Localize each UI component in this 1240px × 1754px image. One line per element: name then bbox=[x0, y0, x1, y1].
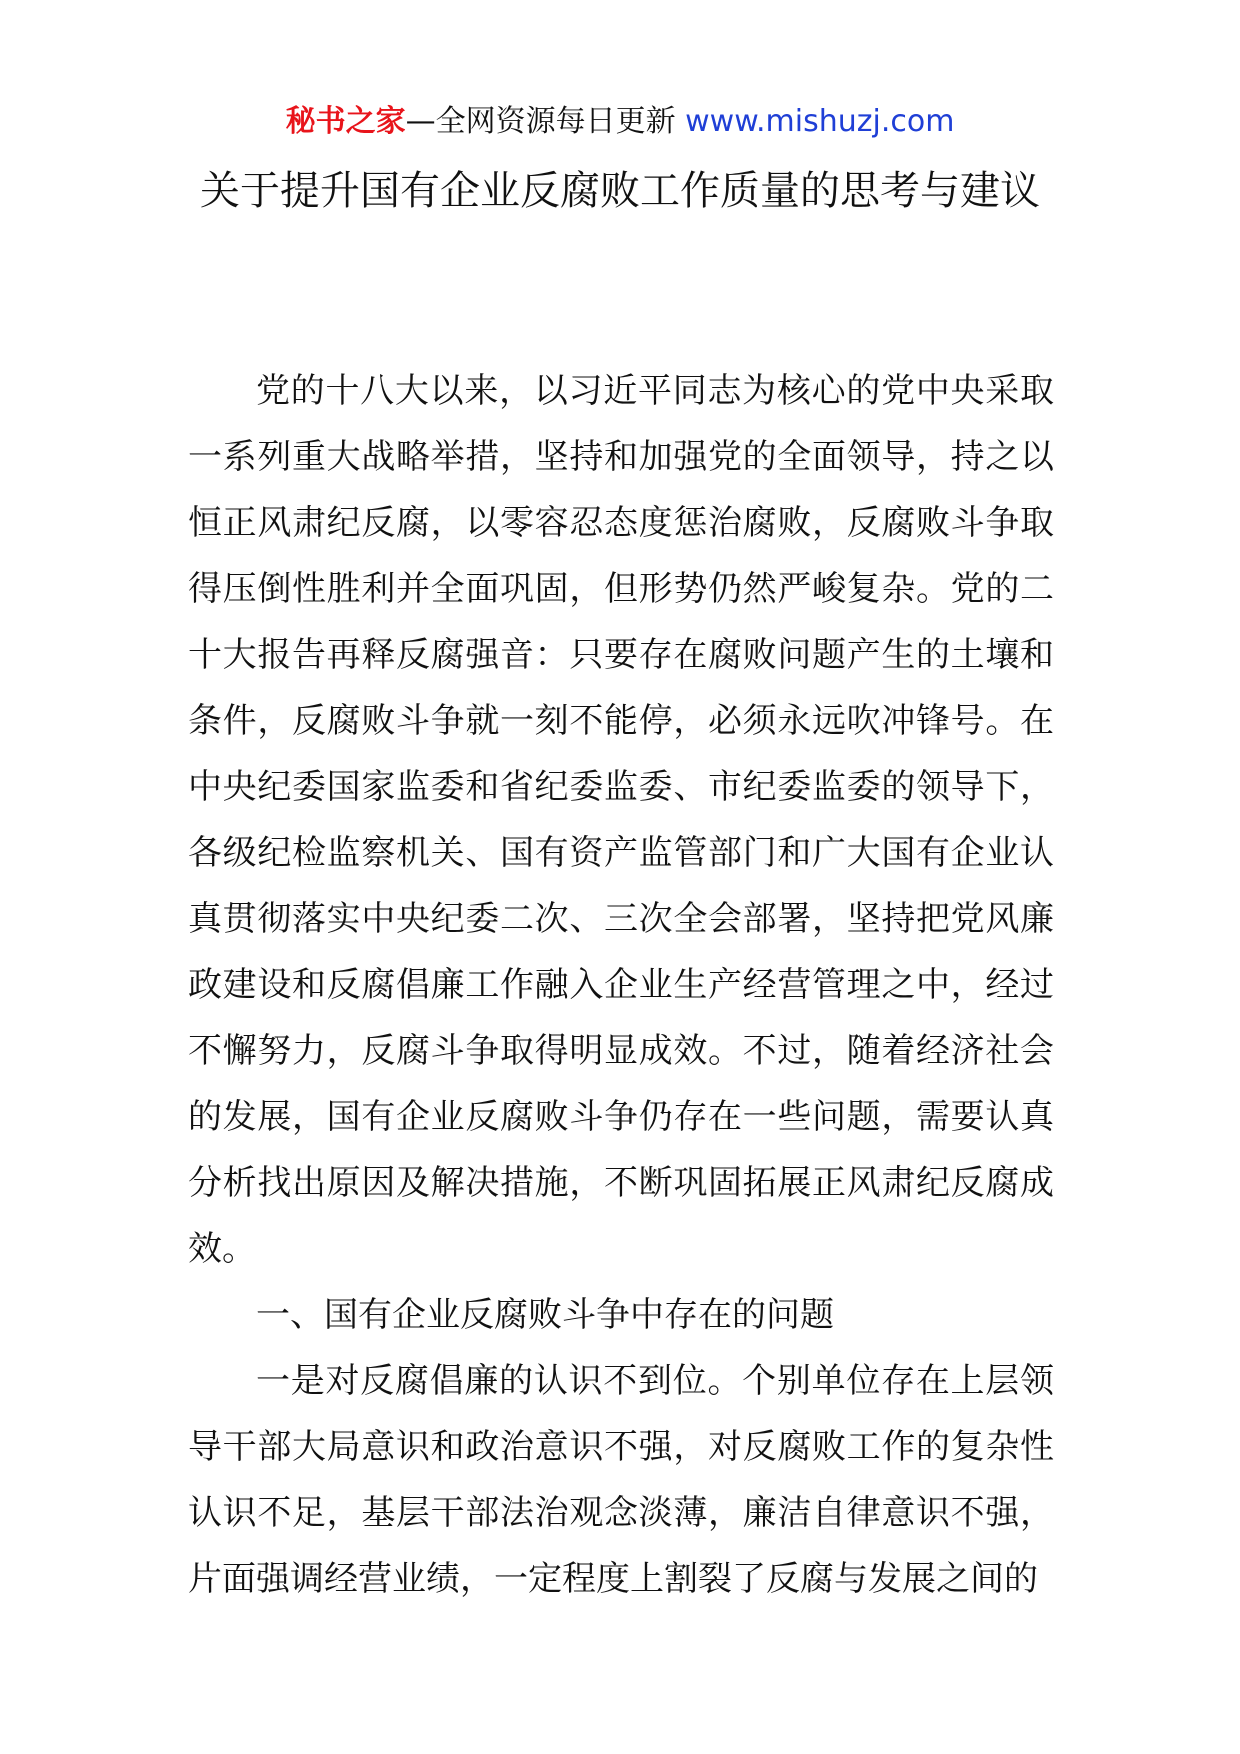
intro-paragraph: 党的十八大以来，以习近平同志为核心的党中央采取一系列重大战略举措，坚持和加强党的全面领导，持之以恒正风肃纪反腐，以零容忍态度惩治腐败，反腐败斗争取得压倒性胜利并全面巩固，但形势仍然严峻复杂。党的二十大报告再释反腐强音：只要存在腐败问题产生的土壤和条件，反腐败斗争就一刻不能停，必须永远吹冲锋号。在中央纪委国家监委和省纪委监委、市纪委监委的领导下，各级纪检监察机关、国有资产监管部门和广大国有企业认真贯彻落实中央纪委二次、三次全会部署，坚持把党风廉政建设和反腐倡廉工作融入企业生产经营管理之中，经过不懈努力，反腐斗争取得明显成效。不过，随着经济社会的发展，国有企业反腐败斗争仍存在一些问题，需要认真分析找出原因及解决措施，不断巩固拓展正风肃纪反腐成效。 bbox=[188, 371, 1054, 1269]
site-header bbox=[0, 100, 1240, 144]
site-url-link[interactable]: www.mishuzj.com bbox=[685, 104, 955, 139]
body-paragraph: 一是对反腐倡廉的认识不到位。个别单位存在上层领导干部大局意识和政治意识不强，对反腐败工作的复杂性认识不足，基层干部法治观念淡薄，廉洁自律意识不强，片面强调经营业绩，一定程度上割裂了反腐与发展之间的 bbox=[188, 1361, 1054, 1599]
header-slogan: —全网资源每日更新 bbox=[405, 104, 686, 139]
section-heading: 一、国有企业反腐败斗争中存在的问题 bbox=[256, 1295, 834, 1335]
document-title: 关于提升国有企业反腐败工作质量的思考与建议 bbox=[200, 168, 1040, 214]
brand-name: 秘书之家 bbox=[285, 104, 406, 139]
document-body bbox=[188, 358, 1054, 1612]
